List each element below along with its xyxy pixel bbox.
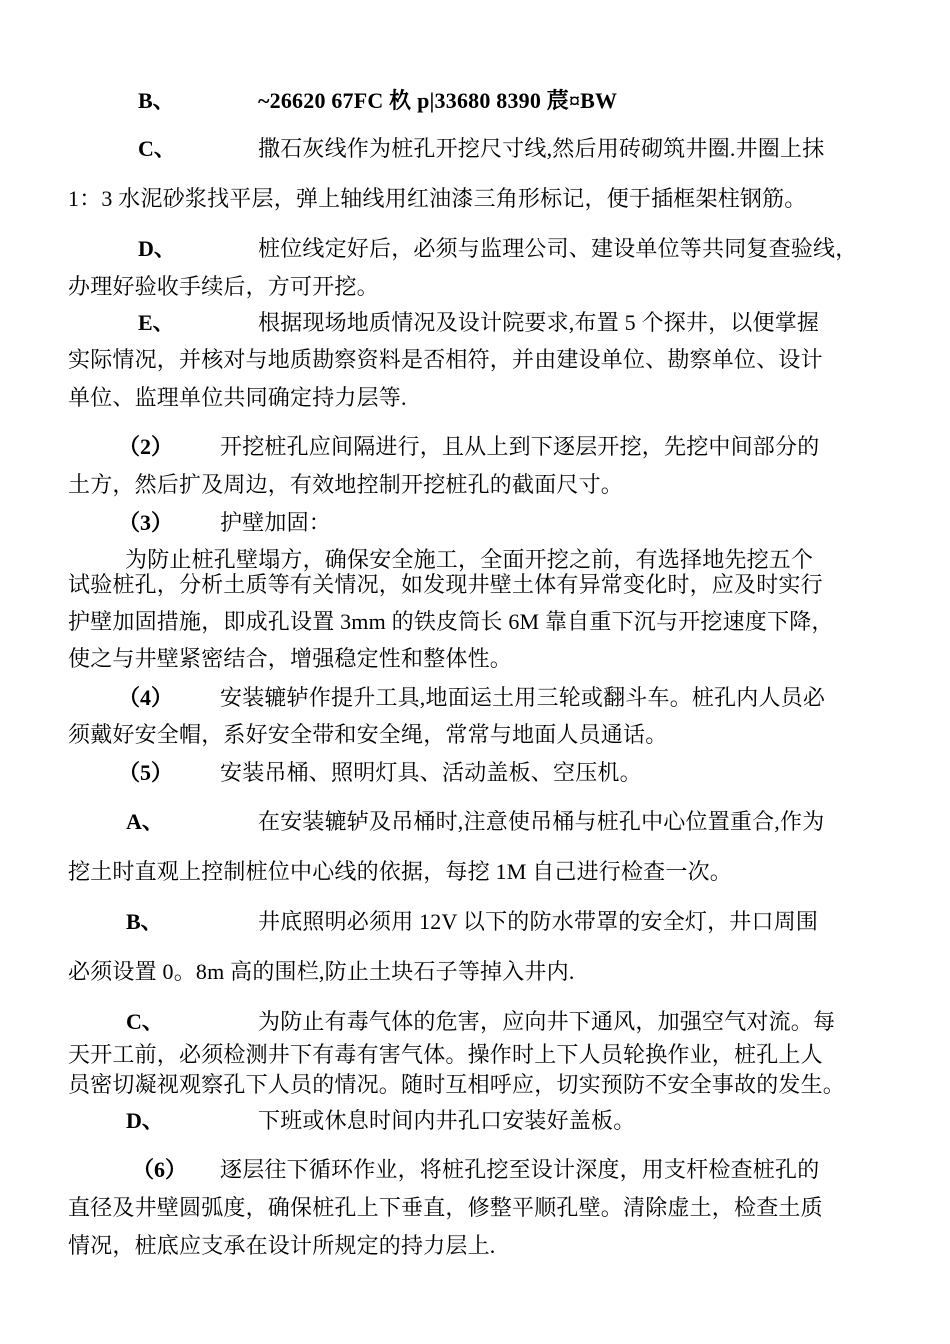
item-label: B、 [138, 88, 175, 113]
paragraph-line: 桩位线定好后，必须与监理公司、建设单位等共同复查验线， [258, 236, 858, 261]
item-label: （4） [118, 685, 174, 710]
garbled-text-line: ~26620 67FC 杦 p|33680 8390 莀¤BW [258, 88, 618, 113]
paragraph-line: 使之与井壁紧密结合，增强稳定性和整体性。 [68, 646, 513, 671]
item-label: E、 [138, 310, 175, 335]
paragraph-line: 根据现场地质情况及设计院要求,布置 5 个探井，以便掌握 [258, 310, 820, 335]
item-label: A、 [126, 809, 164, 834]
paragraph-line: 情况，桩底应支承在设计所规定的持力层上. [68, 1233, 496, 1258]
item-label: （5） [118, 760, 174, 785]
paragraph-line: 实际情况，并核对与地质勘察资料是否相符，并由建设单位、勘察单位、设计 [68, 347, 823, 372]
paragraph-line: 挖土时直观上控制桩位中心线的依据，每挖 1M 自己进行检查一次。 [68, 859, 732, 884]
paragraph-line: 为防止有毒气体的危害，应向井下通风，加强空气对流。每 [258, 1009, 836, 1034]
paragraph-line: 天开工前，必须检测井下有毒有害气体。操作时上下人员轮换作业，桩孔上人 [68, 1042, 823, 1067]
item-label: D、 [138, 236, 176, 261]
paragraph-line: 井底照明必须用 12V 以下的防水带罩的安全灯，井口周围 [258, 909, 819, 934]
item-label: D、 [126, 1108, 164, 1133]
paragraph-line: 护壁加固措施，即成孔设置 3mm 的铁皮筒长 6M 靠自重下沉与开挖速度下降， [68, 609, 834, 634]
item-label: C、 [126, 1009, 164, 1034]
paragraph-line: 护壁加固： [220, 510, 332, 535]
item-label: C、 [138, 136, 176, 161]
paragraph-line: 开挖桩孔应间隔进行，且从上到下逐层开挖，先挖中间部分的 [220, 434, 820, 459]
paragraph-line: 直径及井壁圆弧度，确保桩孔上下垂直，修整平顺孔壁。清除虚土，检查土质 [68, 1195, 823, 1220]
item-label: （6） [132, 1157, 188, 1182]
item-label: B、 [126, 909, 163, 934]
paragraph-line: 土方，然后扩及周边，有效地控制开挖桩孔的截面尺寸。 [68, 472, 624, 497]
paragraph-line: 下班或休息时间内井孔口安装好盖板。 [258, 1108, 636, 1133]
paragraph-line: 撒石灰线作为桩孔开挖尺寸线,然后用砖砌筑井圈.井圈上抹 [258, 136, 825, 161]
paragraph-line: 为防止桩孔壁塌方，确保安全施工，全面开挖之前，有选择地先挖五个 [125, 547, 814, 572]
paragraph-line: 安装辘轳作提升工具,地面运土用三轮或翻斗车。桩孔内人员必 [220, 685, 826, 710]
paragraph-line: 单位、监理单位共同确定持力层等. [68, 385, 407, 410]
paragraph-line: 须戴好安全帽，系好安全带和安全绳，常常与地面人员通话。 [68, 722, 668, 747]
paragraph-line: 逐层往下循环作业，将桩孔挖至设计深度，用支杆检查桩孔的 [220, 1157, 820, 1182]
paragraph-line: 试验桩孔，分析土质等有关情况，如发现井壁土体有异常变化时，应及时实行 [68, 572, 823, 597]
paragraph-line: 必须设置 0。8m 高的围栏,防止土块石子等掉入井内. [68, 959, 575, 984]
paragraph-line: 1：3 水泥砂浆找平层，弹上轴线用红油漆三角形标记，便于插框架柱钢筋。 [68, 186, 807, 211]
item-label: （2） [118, 434, 174, 459]
paragraph-line: 在安装辘轳及吊桶时,注意使吊桶与桩孔中心位置重合,作为 [258, 809, 825, 834]
paragraph-line: 安装吊桶、照明灯具、活动盖板、空压机。 [220, 760, 642, 785]
paragraph-line: 办理好验收手续后，方可开挖。 [68, 274, 379, 299]
paragraph-line: 员密切凝视观察孔下人员的情况。随时互相呼应，切实预防不安全事故的发生。 [68, 1072, 846, 1097]
item-label: （3） [118, 510, 174, 535]
